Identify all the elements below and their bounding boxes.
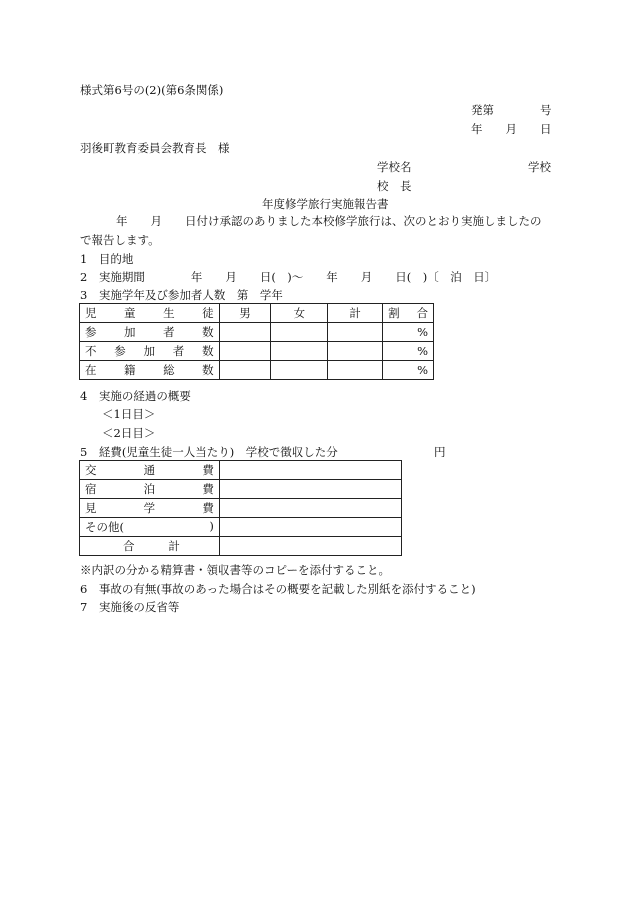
header-ratio [383,304,434,323]
item-expenses: 5 経費(児童生徒一人当たり) 学校で徴収した分 [80,445,338,459]
school-suffix: 学校 [528,160,551,174]
cell-total [328,342,383,361]
item-grade-participants: 3 実施学年及び参加者人数 第 学年 [80,288,283,302]
row-label-char: 数 [202,363,214,377]
cell-male [219,323,271,342]
other-close: ) [209,519,214,533]
header-ratio-char: 割 [388,306,400,320]
header-ratio-char: 合 [416,306,428,320]
expense-label-char: 宿 [85,482,97,496]
report-date: 年 月 日 [471,122,552,136]
row-label-char: 籍 [124,363,136,377]
intro-line-1: 年 月 日付け承認のありました本校修学旅行は、次のとおり実施しましたの [116,214,542,228]
header-student-char: 児 [85,306,97,320]
addressee: 羽後町教育委員会教育長 様 [80,141,230,155]
table-row [80,518,402,537]
row-label-char: 不 [85,344,97,358]
header-student-char: 徒 [202,306,214,320]
cell-male [219,361,271,380]
row-label-char: 総 [163,363,175,377]
expense-label-char: 見 [85,501,97,515]
expense-total-char: 合 [123,539,135,553]
issue-number: 発第 号 [471,103,552,117]
day-2-label: ＜2日目＞ [102,426,156,440]
header-total: 計 [328,304,383,323]
row-label-char: 者 [172,344,185,358]
item-reflection: 7 実施後の反省等 [80,600,180,614]
cell-female [271,342,328,361]
row-label-char: 在 [85,363,97,377]
expense-label-char: 費 [202,501,214,515]
expense-total [80,537,220,556]
expense-label-char: 通 [143,463,156,477]
header-student-char: 生 [163,306,175,320]
participants-table [79,303,434,380]
cell-total [328,323,383,342]
row-label-char: 者 [163,325,175,339]
row-label-char: 加 [124,325,136,339]
row-label-participants [80,323,220,342]
cell-ratio: % [383,342,434,361]
row-label-char: 数 [202,325,214,339]
expense-value [219,480,401,499]
table-row [80,323,434,342]
table-row [80,342,434,361]
expense-label-char: 費 [202,463,214,477]
row-label-non-participants [80,342,220,361]
expense-label-char: 費 [202,482,214,496]
item-itinerary: 4 実施の経過の概要 [80,389,191,403]
item-period: 2 実施期間 年 月 日( )〜 年 月 日( )〔 泊 日〕 [80,270,497,284]
expense-label-char: 交 [85,463,97,477]
cell-male [219,342,271,361]
cell-ratio: % [383,323,434,342]
row-label-char: 加 [143,344,156,358]
document-title: 年度修学旅行実施報告書 [262,197,389,211]
cell-total [328,361,383,380]
table-row [80,499,402,518]
header-student [80,304,220,323]
cell-ratio: % [383,361,434,380]
expense-lodging [80,480,220,499]
expense-label-char: 学 [143,501,156,515]
expense-value [219,518,401,537]
day-1-label: ＜1日目＞ [102,407,156,421]
item-destination: 1 目的地 [80,252,134,266]
school-name-label: 学校名 [377,160,412,174]
header-male: 男 [219,304,271,323]
table-row [80,537,402,556]
cell-female [271,323,328,342]
expense-unit: 円 [434,445,446,459]
row-label-char: 参 [85,325,97,339]
intro-line-2: で報告します。 [80,233,160,247]
row-label-enrolled [80,361,220,380]
form-number: 様式第6号の(2)(第6条関係) [80,83,224,97]
table-row [80,461,402,480]
row-label-char: 参 [114,344,126,358]
row-label-char: 数 [202,344,214,358]
header-student-char: 童 [124,306,136,320]
expense-value [219,537,401,556]
table-row [80,480,402,499]
expense-table [79,460,402,556]
expense-transport [80,461,220,480]
receipt-note: ※内訳の分かる精算書・領収書等のコピーを添付すること。 [80,563,391,577]
header-female: 女 [271,304,328,323]
table-row [80,361,434,380]
other-label: その他( [85,520,124,534]
expense-sightseeing [80,499,220,518]
expense-value [219,499,401,518]
expense-total-char: 計 [168,539,180,553]
expense-value [219,461,401,480]
item-accidents: 6 事故の有無(事故のあった場合はその概要を記載した別紙を添付すること) [80,582,476,596]
expense-label-char: 泊 [143,482,156,496]
principal-label: 校 長 [377,179,412,193]
expense-other [80,518,220,537]
table-row [80,304,434,323]
cell-female [271,361,328,380]
